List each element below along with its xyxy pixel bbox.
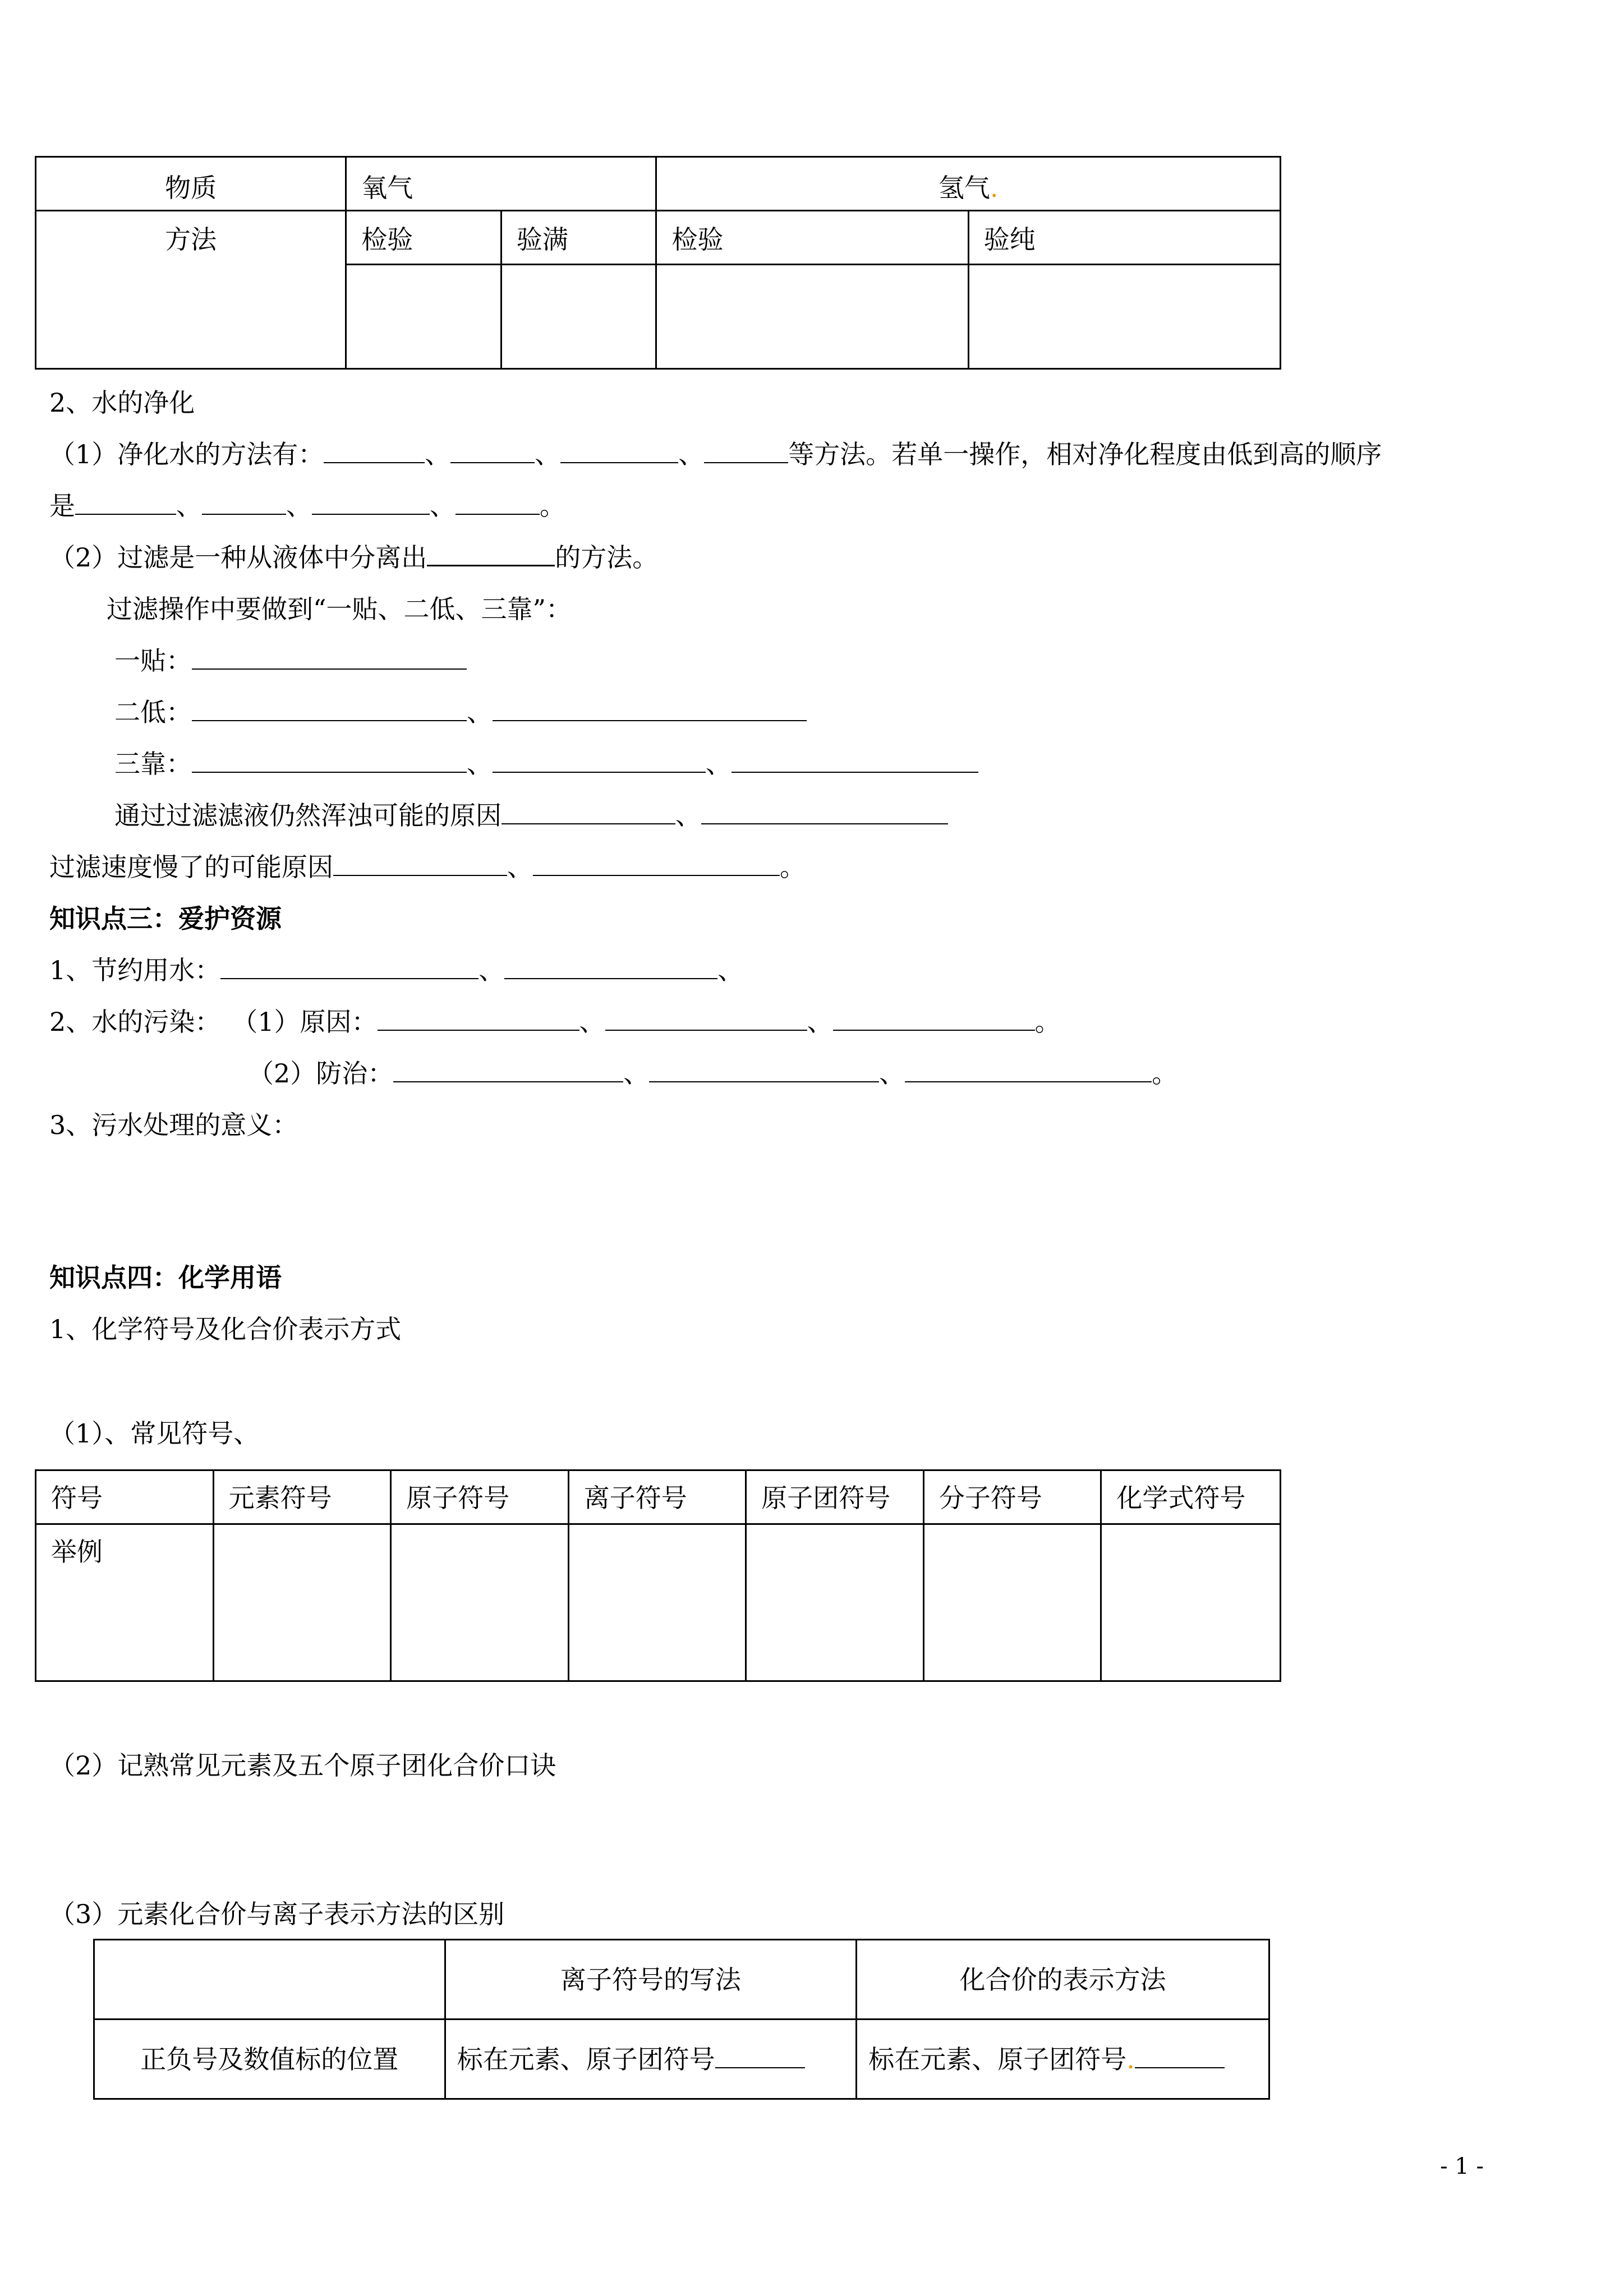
section-heading: 知识点三：爱护资源 [49,903,282,934]
answer-cell[interactable] [213,1524,391,1681]
page-number: - 1 - [1440,2154,1484,2179]
answer-cell[interactable] [746,1524,924,1681]
answer-cell[interactable] [501,265,656,369]
symbols-header: 符号 [36,1470,214,1524]
answer-blank[interactable] [324,440,425,463]
answer-blank[interactable] [560,440,678,463]
answer-blank[interactable] [75,491,176,515]
answer-blank[interactable] [192,749,467,773]
answer-cell[interactable] [923,1524,1101,1681]
answer-blank[interactable] [502,801,675,824]
answer-cell[interactable] [346,265,502,369]
purification-order-line: 是 、 、 、 。 [49,491,565,521]
answer-cell[interactable] [391,1524,569,1681]
oxygen-header: 氧气 [346,157,656,211]
symbols-header: 原子团符号 [746,1470,924,1524]
three-lean-line: 三靠： 、 、 [114,748,978,780]
subitem-heading: （3）元素化合价与离子表示方法的区别 [49,1899,505,1929]
answer-blank[interactable] [704,440,788,463]
answer-blank[interactable] [533,852,780,876]
answer-blank[interactable] [715,2045,805,2068]
answer-blank[interactable] [605,1007,807,1031]
answer-blank[interactable] [732,749,978,773]
answer-blank[interactable] [312,491,430,515]
symbols-header: 化学式符号 [1101,1470,1281,1524]
answer-blank[interactable] [427,542,555,566]
answer-blank[interactable] [333,852,507,876]
answer-blank[interactable] [450,440,535,463]
slow-reason-line: 过滤速度慢了的可能原因 、 。 [49,852,806,882]
answer-blank[interactable] [378,1007,579,1031]
answer-blank[interactable] [192,646,467,670]
symbols-header: 离子符号 [568,1470,746,1524]
answer-blank[interactable] [833,1007,1035,1031]
method-header: 方法 [36,211,346,369]
symbols-header: 分子符号 [923,1470,1101,1524]
answer-blank[interactable] [456,491,540,515]
sewage-meaning-line: 3、污水处理的意义： [49,1110,298,1140]
answer-cell[interactable] [568,1524,746,1681]
answer-blank[interactable] [649,1059,879,1082]
valence-position-cell: 标在元素、原子团符号. [857,2020,1269,2099]
answer-blank[interactable] [202,491,286,515]
answer-cell[interactable] [656,265,968,369]
answer-blank[interactable] [493,698,807,721]
hydrogen-test-header: 检验 [656,211,968,265]
ion-position-cell: 标在元素、原子团符号 [445,2020,857,2099]
section-heading: 知识点四：化学用语 [49,1262,282,1293]
subitem-heading: （2）记熟常见元素及五个原子团化合价口诀 [49,1750,556,1781]
turbid-reason-line: 通过过滤滤液仍然浑浊可能的原因 、 [114,800,948,831]
filtration-definition-line: （2）过滤是一种从液体中分离出 的方法。 [49,542,659,573]
answer-cell[interactable] [968,265,1280,369]
item-heading: 1、化学符号及化合价表示方式 [49,1314,402,1344]
valence-writing-header: 化合价的表示方法 [857,1940,1269,2020]
substance-header: 物质 [36,157,346,211]
answer-blank[interactable] [493,749,706,773]
empty-header-cell [94,1940,445,2020]
valence-ion-table [93,1939,1270,2100]
two-low-line: 二低： 、 [114,697,807,728]
gas-test-table [35,156,1281,370]
oxygen-full-header: 验满 [501,211,656,265]
example-row-label: 举例 [36,1524,214,1681]
answer-blank[interactable] [1135,2045,1225,2068]
sign-position-label: 正负号及数值标的位置 [94,2020,445,2099]
one-stick-line: 一贴： [114,645,467,676]
save-water-line: 1、节约用水： 、 、 [49,955,744,985]
answer-blank[interactable] [220,956,479,979]
subitem-heading: （1）、常见符号、 [49,1418,260,1449]
purification-methods-line: （1）净化水的方法有： 、 、 、 等方法。若单一操作，相对净化程度由低到高的顺序 [49,439,1382,469]
section-heading: 2、水的净化 [49,388,195,418]
hydrogen-header: 氢气. [656,157,1281,211]
answer-blank[interactable] [701,801,948,824]
symbols-header: 元素符号 [213,1470,391,1524]
answer-blank[interactable] [192,698,467,721]
pollution-cause-line: 2、水的污染： （1）原因： 、 、 。 [49,1007,1061,1037]
answer-blank[interactable] [905,1059,1152,1082]
symbols-table [35,1469,1281,1682]
hydrogen-pure-header: 验纯 [968,211,1280,265]
answer-blank[interactable] [504,956,717,979]
answer-cell[interactable] [1101,1524,1281,1681]
ion-writing-header: 离子符号的写法 [445,1940,857,2020]
pollution-prevention-line: （2）防治： 、 、 。 [248,1058,1178,1089]
oxygen-test-header: 检验 [346,211,502,265]
answer-blank[interactable] [393,1059,623,1082]
symbols-header: 原子符号 [391,1470,569,1524]
filter-rule-line: 过滤操作中要做到“一贴、二低、三靠”： [107,594,572,624]
